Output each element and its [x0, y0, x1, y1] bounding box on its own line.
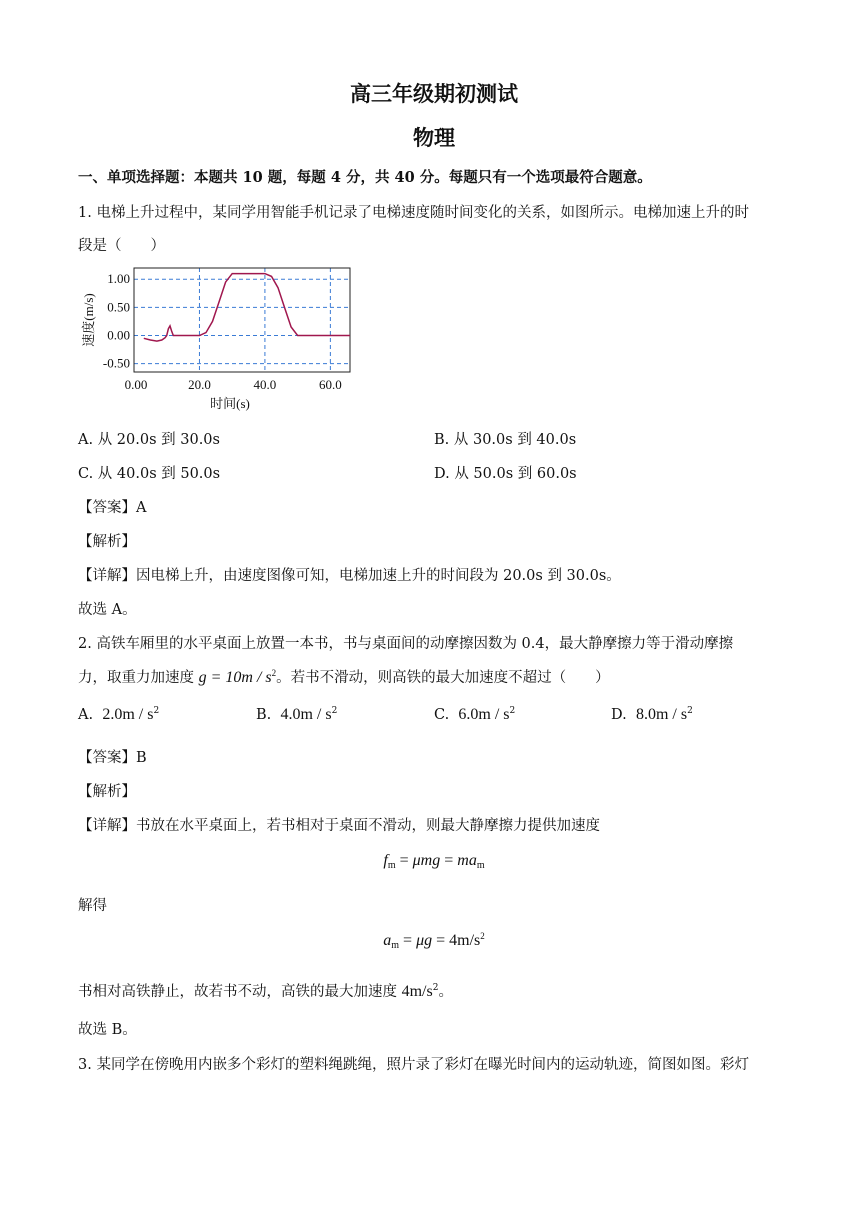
- y-tick-label: 1.00: [107, 271, 130, 287]
- subject-title: 物理: [413, 125, 455, 150]
- q2-final: 故选 B。: [78, 1022, 137, 1038]
- x-tick-label: 40.0: [253, 377, 277, 392]
- q2-equation-2: $a_m = \mu g = 4m/s^2$: [383, 931, 485, 951]
- velocity-time-chart: [75, 262, 375, 414]
- chart-grid: [134, 268, 350, 372]
- q2-equation-1: $f_m = \mu mg = ma_m$: [383, 852, 485, 871]
- q2-option-b: B. $4.0m / s^2$: [256, 706, 338, 723]
- q2-analysis: 【解析】: [78, 784, 136, 800]
- q2-gravity-formula: $g = 10m / s^2$: [198, 668, 277, 686]
- q2-solve-label: 解得: [78, 898, 107, 914]
- q1-option-b: B. 从 30.0s 到 40.0s: [434, 432, 577, 448]
- q2-stem-text-a: 力，取重力加速度: [78, 670, 199, 686]
- q1-stem-line2: 段是（ ）: [78, 238, 165, 254]
- q3-stem-line1: 3. 某同学在傍晚用内嵌多个彩灯的塑料绳跳绳，照片录了彩灯在曝光时间内的运动轨迹，简图如图。彩灯: [78, 1057, 749, 1073]
- q2-answer: 【答案】B: [78, 750, 147, 766]
- x-tick-labels: [125, 377, 342, 392]
- x-tick-label: 0.00: [124, 377, 148, 392]
- q1-analysis: 【解析】: [78, 534, 136, 550]
- q2-stem-line1: 2. 高铁车厢里的水平桌面上放置一本书，书与桌面间的动摩擦因数为 0.4，最大静摩擦力等于滑动摩擦: [78, 636, 734, 652]
- q1-detail: 【详解】因电梯上升，由速度图像可知，电梯加速上升的时间段为 20.0s 到 30.0s。: [78, 568, 621, 584]
- q2-stem-text-b: 。若书不滑动，则高铁的最大加速度不超过（ ）: [276, 670, 610, 686]
- q2-option-c: C. $6.0m / s^2$: [434, 706, 516, 723]
- chart-frame: [134, 268, 350, 372]
- y-axis-label: 速度(m/s): [81, 293, 96, 347]
- q2-detail: 【详解】书放在水平桌面上，若书相对于桌面不滑动，则最大静摩擦力提供加速度: [78, 818, 600, 834]
- y-tick-labels: [103, 271, 130, 370]
- q1-option-c: C. 从 40.0s 到 50.0s: [78, 466, 221, 482]
- y-tick-label: -0.50: [102, 355, 130, 371]
- q2-conclusion: 书相对高铁静止，故若书不动，高铁的最大加速度 $4m/s^2$。: [78, 983, 453, 1000]
- x-tick-label: 60.0: [318, 377, 342, 392]
- q1-option-d: D. 从 50.0s 到 60.0s: [434, 466, 577, 482]
- y-tick-label: 0.50: [107, 299, 130, 315]
- page-title: 高三年级期初测试: [350, 81, 518, 106]
- q2-option-d: D. $8.0m / s^2$: [611, 706, 693, 723]
- q1-option-a: A. 从 20.0s 到 30.0s: [78, 432, 220, 448]
- gravity-value: g = 10m / s: [198, 669, 272, 686]
- q1-conclusion: 故选 A。: [78, 602, 137, 618]
- section-heading: 一、单项选择题：本题共 10 题，每题 4 分，共 40 分。每题只有一个选项最符合题意。: [78, 169, 652, 186]
- q2-stem-line2: [78, 666, 610, 687]
- q1-answer: 【答案】A: [78, 500, 147, 516]
- x-tick-label: 20.0: [188, 377, 211, 392]
- q2-option-a: A. $2.0m / s^2$: [78, 706, 160, 723]
- x-axis-label: 时间(s): [210, 396, 250, 411]
- q1-stem-line1: 1. 电梯上升过程中，某同学用智能手机记录了电梯速度随时间变化的关系，如图所示。电梯加速上升的时: [78, 205, 749, 221]
- y-tick-label: 0.00: [107, 327, 130, 343]
